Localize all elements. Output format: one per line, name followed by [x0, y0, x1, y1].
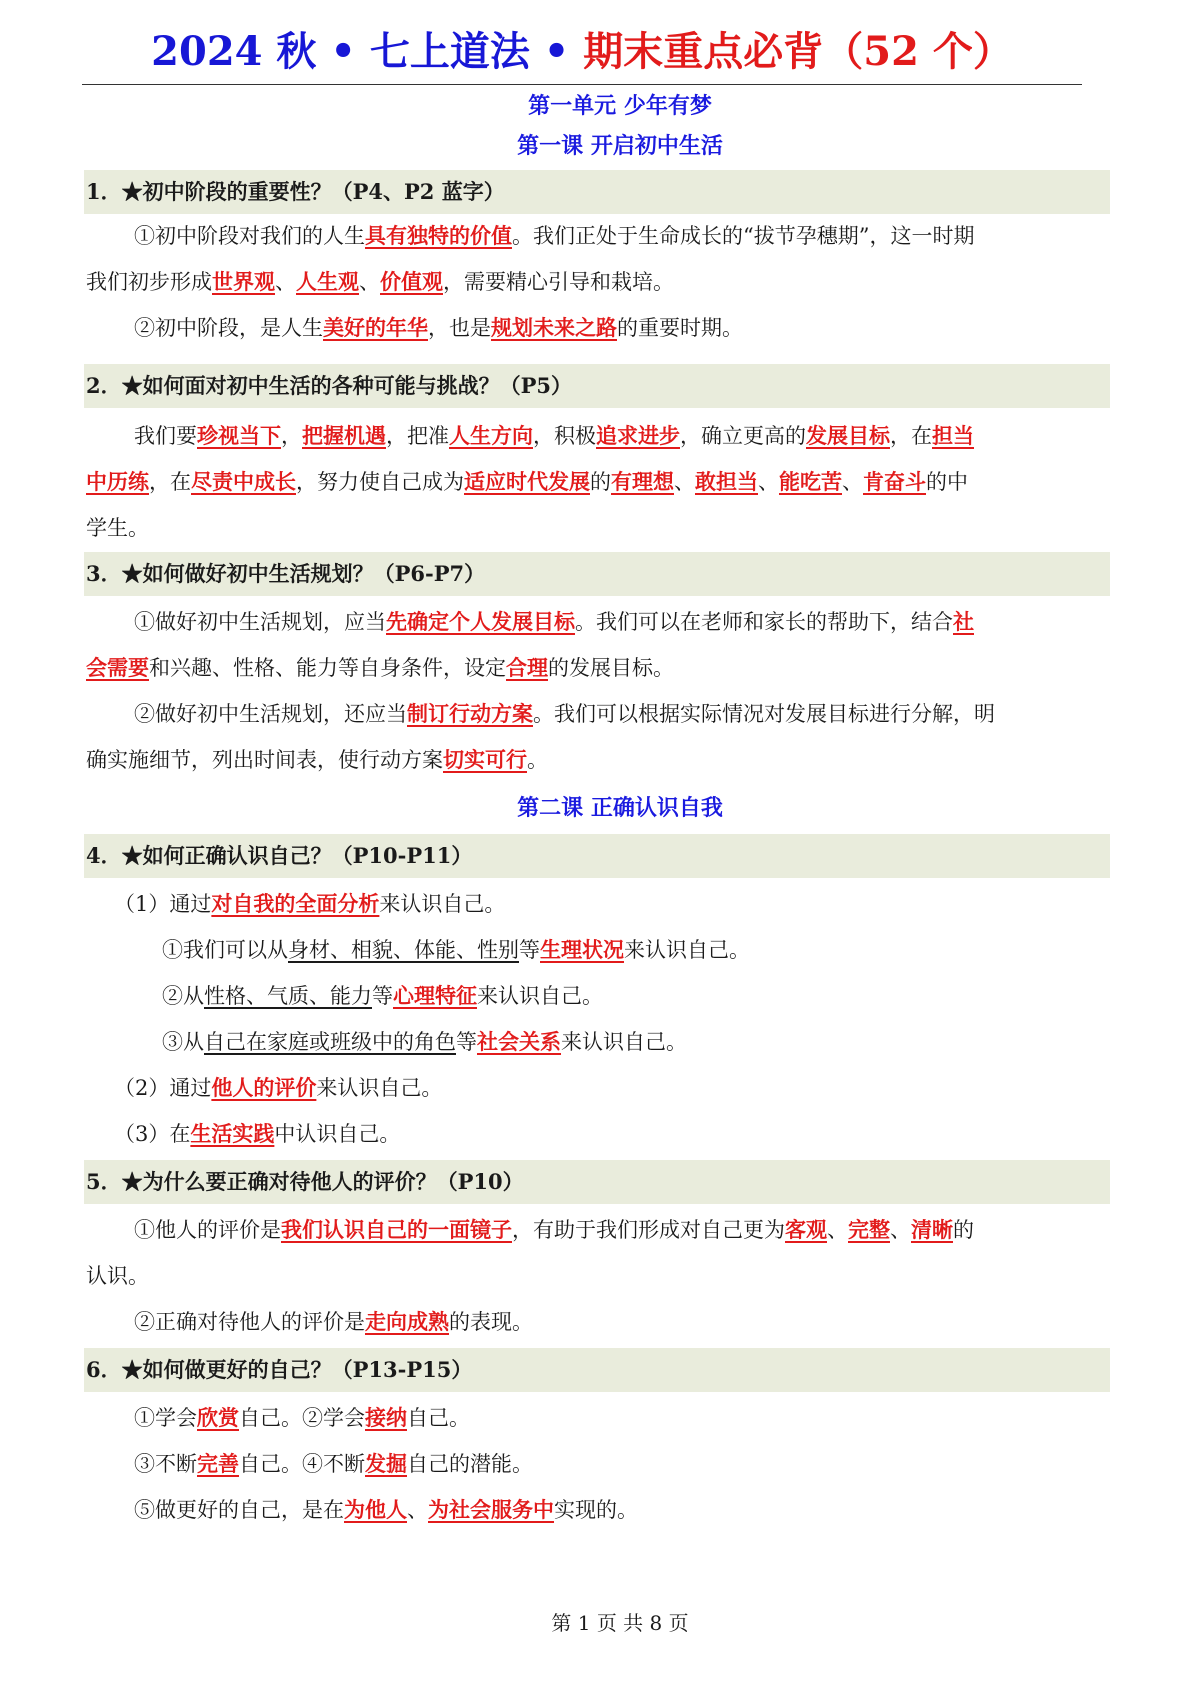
paragraph-line: 认识。 [86, 1264, 149, 1288]
keyword: 他人的评价 [211, 1075, 317, 1100]
keyword: 世界观 [212, 269, 275, 294]
question-heading-4: 4．★如何正确认识自己？（P10-P11） [84, 834, 1110, 878]
keyword: 有理想 [611, 469, 674, 494]
keyword: 社会关系 [477, 1029, 561, 1054]
keyword: 敢担当 [695, 469, 758, 494]
keyword: 走向成熟 [365, 1309, 449, 1334]
paragraph-line: （2）通过他人的评价来认识自己。 [114, 1075, 443, 1100]
keyword: 发展目标 [806, 423, 890, 448]
keyword: 尽责中成长 [191, 469, 296, 494]
keyword: 美好的年华 [323, 315, 428, 340]
keyword: 清晰 [911, 1217, 953, 1242]
paragraph-line: （1）通过对自我的全面分析来认识自己。 [114, 891, 506, 916]
paragraph-line: 确实施细节，列出时间表，使行动方案切实可行。 [86, 747, 548, 772]
keyword: 切实可行 [443, 747, 527, 772]
paragraph-line: 我们要珍视当下，把握机遇，把准人生方向，积极追求进步，确立更高的发展目标，在担当 [134, 423, 974, 448]
lesson-heading: 第一课 开启初中生活 [517, 133, 723, 159]
paragraph-line: ⑤做更好的自己，是在为他人、为社会服务中实现的。 [134, 1497, 638, 1522]
keyword: 我们认识自己的一面镜子 [281, 1217, 512, 1242]
paragraph-line: ①做好初中生活规划，应当先确定个人发展目标。我们可以在老师和家长的帮助下，结合社 [134, 609, 974, 634]
paragraph-line: ①初中阶段对我们的人生具有独特的价值。我们正处于生命成长的“拔节孕穗期”，这一时期 [134, 223, 975, 248]
keyword: 人生方向 [449, 423, 533, 448]
keyword: 适应时代发展 [464, 469, 590, 494]
paragraph-line: ②做好初中生活规划，还应当制订行动方案。我们可以根据实际情况对发展目标进行分解，明 [134, 701, 995, 726]
keyword: 先确定个人发展目标 [386, 609, 575, 634]
document-title: 2024 秋 • 七上道法 • 期末重点必背（52 个） [151, 28, 1013, 75]
paragraph-line: （3）在生活实践中认识自己。 [114, 1121, 401, 1146]
keyword: 制订行动方案 [407, 701, 533, 726]
keyword: 担当 [932, 423, 974, 448]
keyword: 具有独特的价值 [365, 223, 512, 248]
question-heading-3: 3．★如何做好初中生活规划？（P6-P7） [84, 552, 1110, 596]
keyword: 为他人 [344, 1497, 407, 1522]
question-heading-2: 2．★如何面对初中生活的各种可能与挑战？（P5） [84, 364, 1110, 408]
keyword: 客观 [785, 1217, 827, 1242]
paragraph-line: 学生。 [86, 516, 149, 540]
paragraph-line: ②正确对待他人的评价是走向成熟的表现。 [134, 1309, 533, 1334]
keyword: 心理特征 [393, 983, 477, 1008]
paragraph-line: ①学会欣赏自己。②学会接纳自己。 [134, 1405, 470, 1430]
title-divider [82, 84, 1082, 85]
keyword: 追求进步 [596, 423, 680, 448]
keyword: 珍视当下 [197, 423, 281, 448]
question-heading-5: 5．★为什么要正确对待他人的评价？（P10） [84, 1160, 1110, 1204]
paragraph-line: ③从自己在家庭或班级中的角色等社会关系来认识自己。 [162, 1029, 687, 1054]
keyword: 会需要 [86, 655, 149, 680]
question-heading-6: 6．★如何做更好的自己？（P13-P15） [84, 1348, 1110, 1392]
keyword: 能吃苦 [779, 469, 842, 494]
keyword: 欣赏 [197, 1405, 239, 1430]
keyword: 生理状况 [540, 937, 624, 962]
keyword: 为社会服务中 [428, 1497, 554, 1522]
keyword: 价值观 [380, 269, 443, 294]
keyword: 接纳 [365, 1405, 407, 1430]
keyword: 中历练 [86, 469, 149, 494]
keyword: 完善 [197, 1451, 239, 1476]
keyword: 完整 [848, 1217, 890, 1242]
paragraph-line: ②从性格、气质、能力等心理特征来认识自己。 [162, 983, 603, 1008]
paragraph-line: ①他人的评价是我们认识自己的一面镜子，有助于我们形成对自己更为客观、完整、清晰的 [134, 1217, 974, 1242]
paragraph-line: 会需要和兴趣、性格、能力等自身条件，设定合理的发展目标。 [86, 655, 674, 680]
keyword: 把握机遇 [302, 423, 386, 448]
keyword: 对自我的全面分析 [211, 891, 380, 916]
paragraph-line: 中历练，在尽责中成长，努力使自己成为适应时代发展的有理想、敢担当、能吃苦、肯奋斗的中 [86, 469, 968, 494]
page-number: 第 1 页 共 8 页 [551, 1611, 689, 1635]
lesson-heading: 第二课 正确认识自我 [517, 795, 723, 821]
paragraph-line: ①我们可以从身材、相貌、体能、性别等生理状况来认识自己。 [162, 937, 750, 962]
unit-heading: 第一单元 少年有梦 [528, 93, 712, 119]
keyword: 人生观 [296, 269, 359, 294]
keyword: 生活实践 [190, 1121, 275, 1146]
keyword: 社 [953, 609, 974, 634]
keyword: 规划未来之路 [491, 315, 617, 340]
paragraph-line: ③不断完善自己。④不断发掘自己的潜能。 [134, 1451, 533, 1476]
paragraph-line: 我们初步形成世界观、人生观、价值观，需要精心引导和栽培。 [86, 269, 674, 294]
paragraph-line: ②初中阶段，是人生美好的年华，也是规划未来之路的重要时期。 [134, 315, 743, 340]
keyword: 发掘 [365, 1451, 407, 1476]
keyword: 肯奋斗 [863, 469, 926, 494]
keyword: 合理 [506, 655, 548, 680]
question-heading-1: 1．★初中阶段的重要性？（P4、P2 蓝字） [84, 170, 1110, 214]
